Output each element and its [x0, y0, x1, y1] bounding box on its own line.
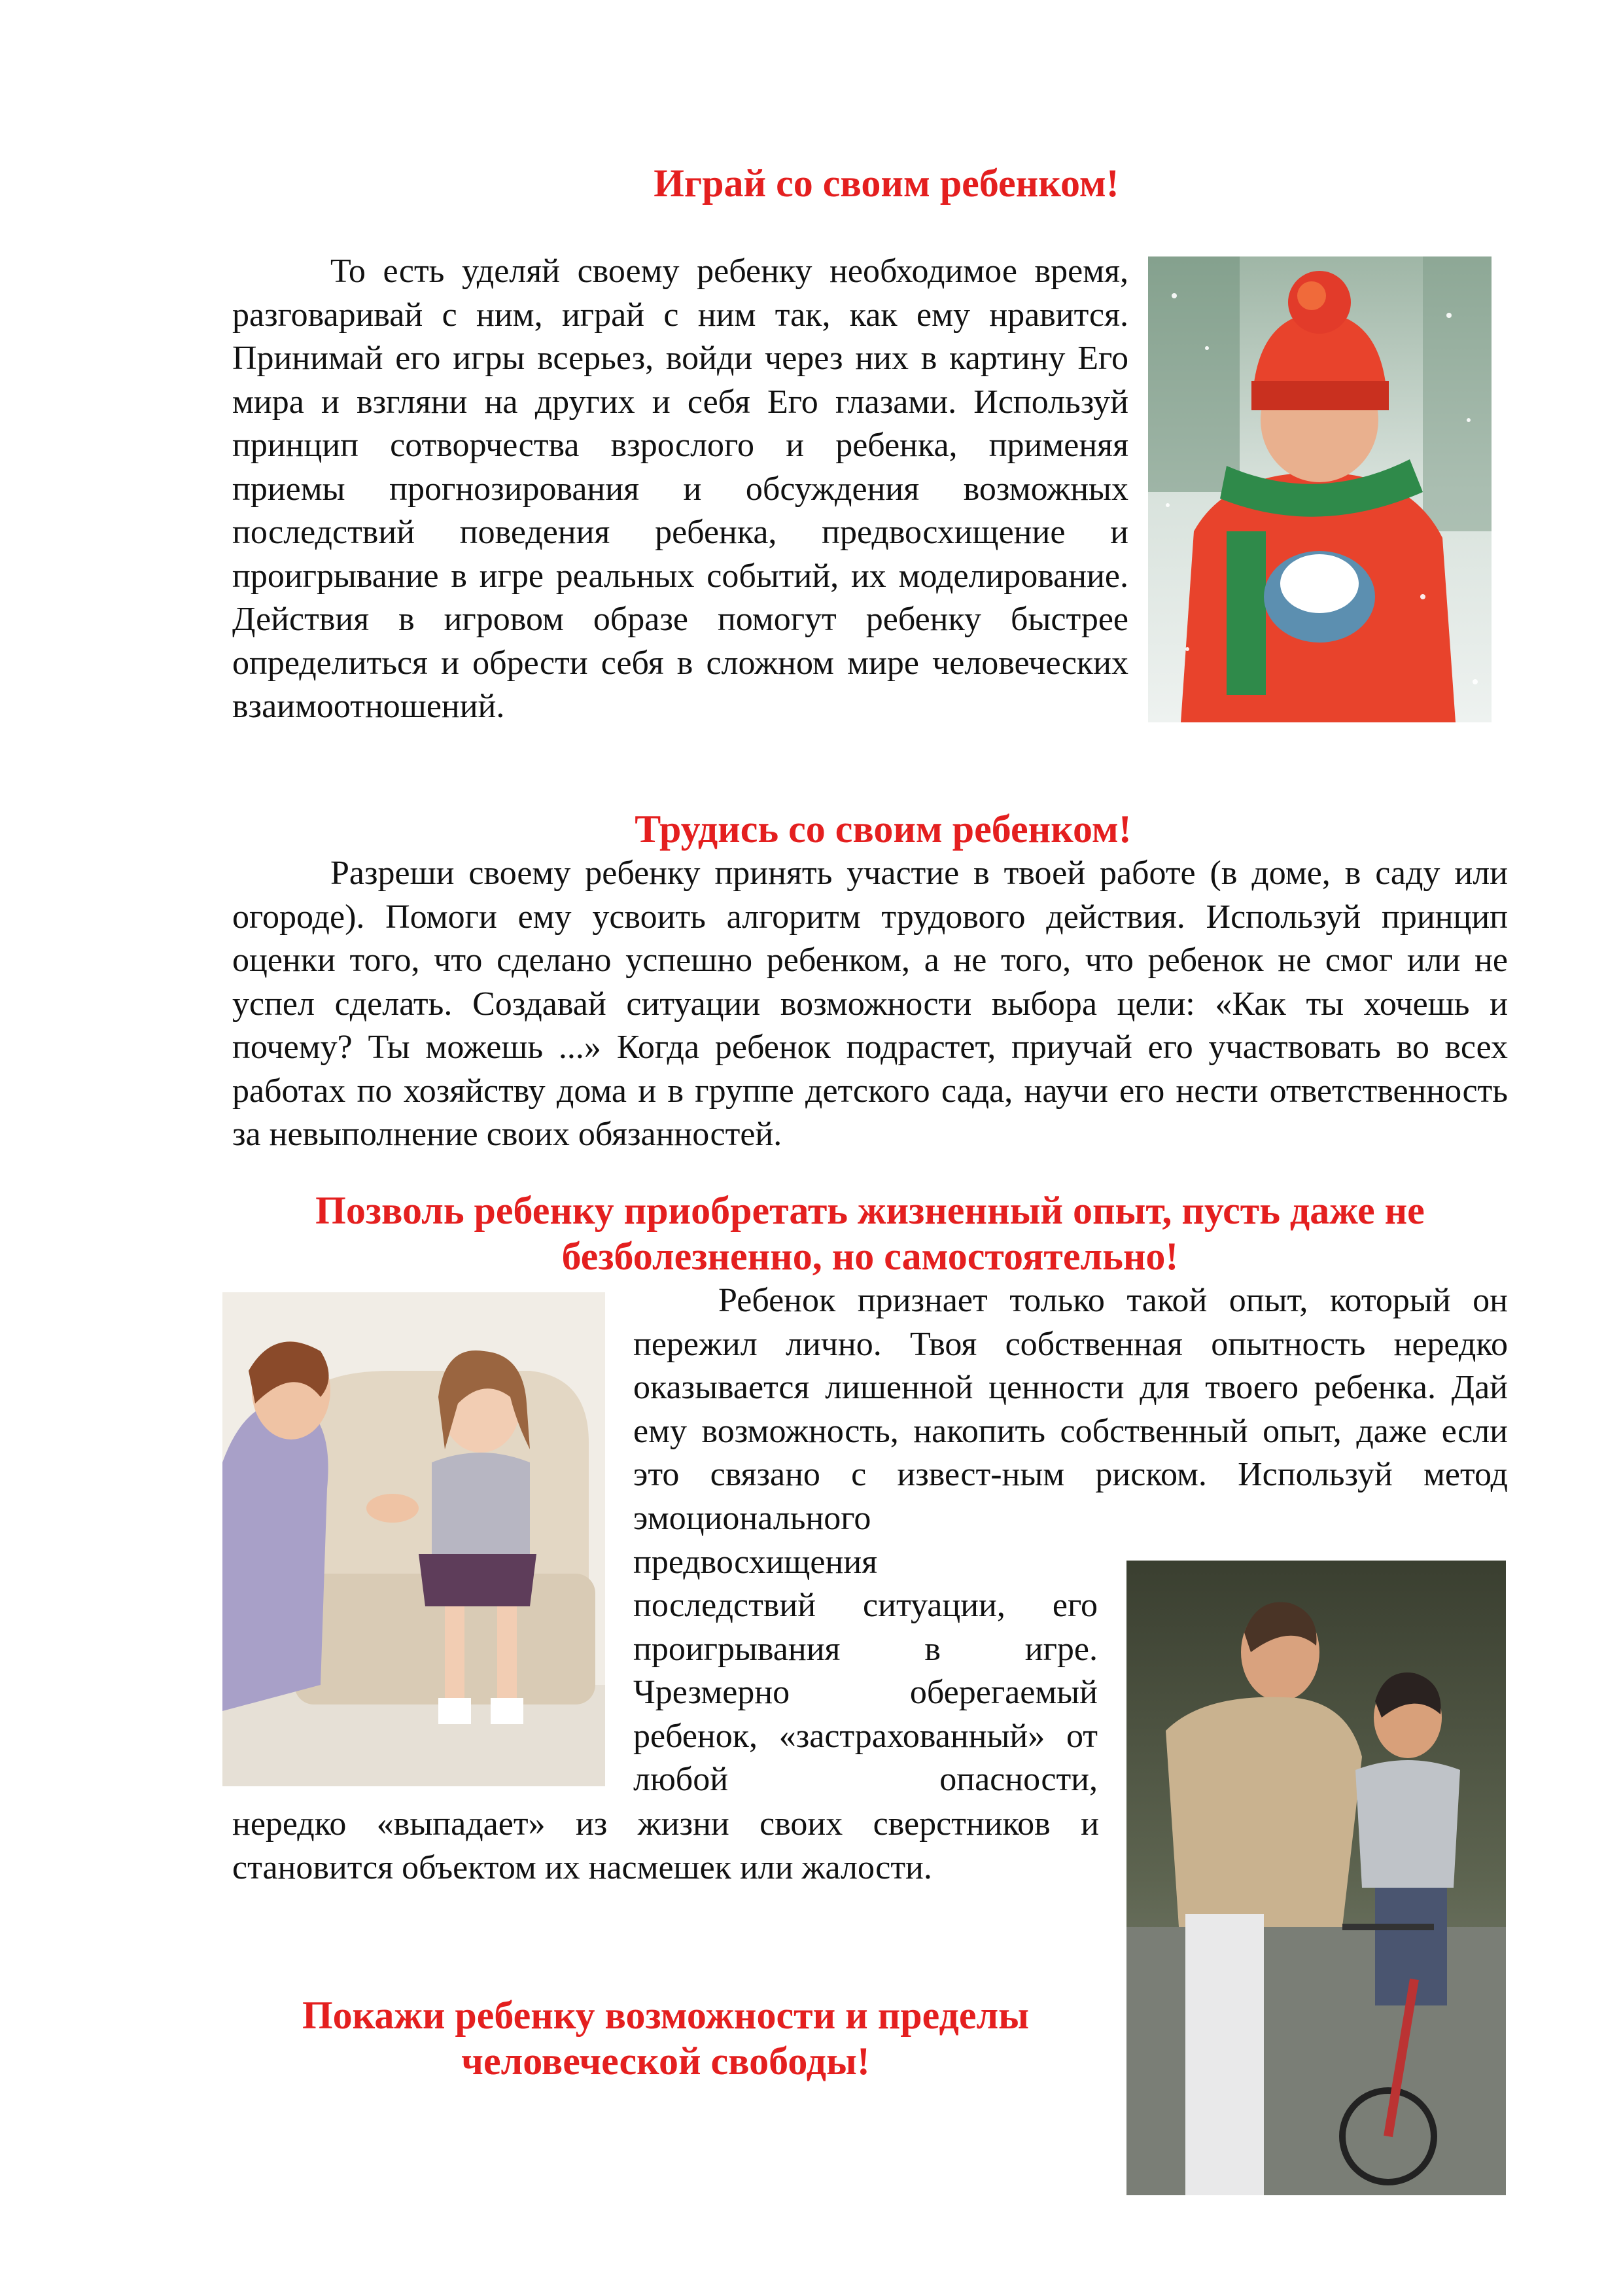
father-bicycle-photo: [1126, 1561, 1506, 2195]
heading-experience-line2: безболезненно, но самостоятельно!: [561, 1235, 1179, 1278]
heading-work: Трудись со своим ребенком!: [635, 807, 1132, 851]
paragraph-experience-d: нередко «выпадает» из жизни своих сверстников и становится объектом их насмешек или жалости.: [232, 1805, 1099, 1886]
heading-play: Играй со своим ребенком!: [654, 162, 1119, 205]
winter-child-photo: [1148, 256, 1492, 722]
paragraph-experience-a: Ребенок признает только такой опыт, который он пережил лично. Твоя собственная опытность нередко оказывается лишенной ценности для твоего ребенка. Дай ему возможность, накопить собственный опыт, даже если это связано с извест-ным риском. Используй метод эмоционального: [633, 1282, 1508, 1537]
paragraph-work: Разреши своему ребенку принять участие в твоей работе (в доме, в саду или огороде). Помоги ему усвоить алгоритм трудового действия. Используй принцип оценки того, что сделано успешно ребенком, а не того, что ребенок не смог или не успел сделать. Создавай ситуации возможности выбора цели: «Как ты хочешь и почему? Ты можешь ...» Когда ребенок подрастет, приучай его участвовать во всех работах по хозяйству дома и в группе детского сада, научи его нести ответственность за невыполнение своих обязанностей.: [232, 855, 1508, 1153]
heading-experience-line1: Позволь ребенку приобретать жизненный опыт, пусть даже не: [315, 1189, 1425, 1232]
heading-freedom-line1: Покажи ребенку возможности и пределы: [302, 1994, 1029, 2037]
paragraph-experience-b: предвосхищения: [633, 1544, 878, 1581]
heading-freedom-line2: человеческой свободы!: [461, 2040, 870, 2083]
mother-daughter-photo: [222, 1292, 605, 1786]
paragraph-experience-c: последствий ситуации, его проигрывания в игре. Чрезмерно оберегаемый ребенок, «застрахованный» от любой опасности,: [633, 1587, 1098, 1798]
paragraph-play: То есть уделяй своему ребенку необходимое время, разговаривай с ним, играй с ним так, как ему нравится. Принимай его игры всерьез, войди через них в картину Его мира и взгляни на других и себя Его глазами. Используй принцип сотворчества взрослого и ребенка, применяя приемы прогнозирования и обсуждения возможных последствий поведения ребенка, предвосхищение и проигрывание в игре реальных событий, их моделирование. Действия в игровом образе помогут ребенку быстрее определиться и обрести себя в сложном мире человеческих взаимоотношений.: [232, 253, 1128, 725]
